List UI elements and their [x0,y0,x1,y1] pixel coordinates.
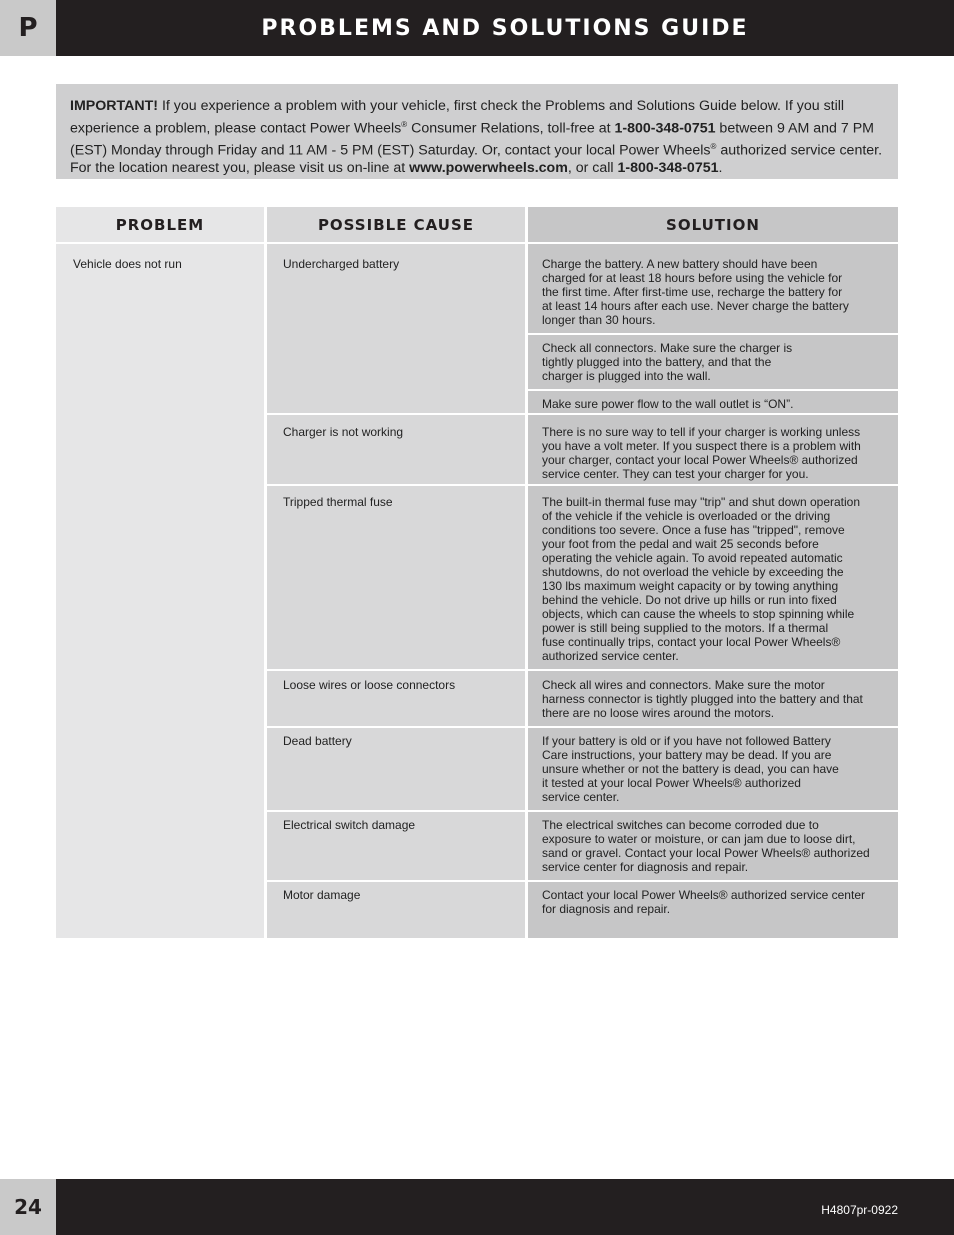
solution-line: it tested at your local Power Wheels® authorized [542,776,801,790]
problem-cell: Vehicle does not run [73,257,182,271]
solution-line: tightly plugged into the battery, and that the [542,355,772,369]
header-problem: PROBLEM [56,207,264,244]
solution-line: The electrical switches can become corroded due to [542,818,819,832]
solution-line: charged for at least 18 hours before using the vehicle for [542,271,843,285]
row-divider [267,413,525,415]
section-tab [0,0,56,56]
solution-line: operating the vehicle again. To avoid repeated automatic [542,551,843,565]
solution-line: Make sure power flow to the wall outlet is “ON”. [542,397,794,411]
solution-line: there are no loose wires around the motors. [542,706,775,720]
solution-line: your charger, contact your local Power Wheels® authorized [542,453,858,467]
cause-cell: Electrical switch damage [283,818,416,832]
cause-cell: Motor damage [283,888,361,902]
solution-cell [542,888,894,916]
cause-cell: Loose wires or loose connectors [283,678,456,692]
cause-cell: Tripped thermal fuse [283,495,393,509]
solution-line: fuse continually trips, contact your local Power Wheels® [542,635,841,649]
important-notice [56,84,898,179]
notice-phone: 1-800-348-0751 [614,120,716,137]
solution-line: The built-in thermal fuse may "trip" and shut down operation [542,495,861,509]
notice-text-6: . [718,159,723,176]
solution-line: service center for diagnosis and repair. [542,860,749,874]
solution-line: 130 lbs maximum weight capacity or by towing anything [542,579,839,593]
solution-cell [542,734,894,804]
row-divider [528,413,898,415]
solution-line: authorized service center. [542,649,679,663]
notice-text-1: If you experience a problem with your vehicle, first check the Problems and Solutions Guide below. If you still experience a problem, please contact Power Wheels [70,98,845,137]
problems-table [56,207,898,938]
cause-cell: Undercharged battery [283,257,400,271]
solution-column [528,207,898,938]
row-divider [528,880,898,882]
notice-text-5: , or call [567,159,618,176]
solution-line: exposure to water or moisture, or can jam due to loose dirt, [542,832,856,846]
solution-line: power is still being supplied to the motors. If a thermal [542,621,829,635]
solution-line: your foot from the pedal and wait 25 seconds before [542,537,819,551]
header-solution: SOLUTION [528,207,898,244]
row-divider [267,484,525,486]
solution-cell [542,341,894,383]
cause-column [267,207,525,938]
row-divider [267,810,525,812]
page-number: 24 [0,1179,56,1235]
solution-line: of the vehicle if the vehicle is overloaded or the driving [542,509,831,523]
row-divider [528,810,898,812]
solution-line: charger is plugged into the wall. [542,369,711,383]
solution-line: Check all wires and connectors. Make sure the motor [542,678,825,692]
row-divider [528,333,898,335]
row-divider [267,726,525,728]
solution-line: for diagnosis and repair. [542,902,671,916]
solution-line: sand or gravel. Contact your local Power Wheels® authorized [542,846,870,860]
header-cause: POSSIBLE CAUSE [267,207,525,244]
solution-line: service center. They can test your charger for you. [542,467,809,481]
footer-bar [0,1179,954,1235]
notice-text-4: authorized service center. For the location nearest you, please visit us on-line at [70,142,883,176]
section-tab-letter: P [18,13,38,43]
row-divider [528,389,898,391]
solution-line: Care instructions, your battery may be dead. If you are [542,748,832,762]
solution-line: Contact your local Power Wheels® authorized service center [542,888,865,902]
page-title: PROBLEMS AND SOLUTIONS GUIDE [261,15,749,41]
registered-mark: ® [401,119,408,129]
solution-line: If your battery is old or if you have not followed Battery [542,734,831,748]
solution-line: objects, which can cause the wheels to stop spinning while [542,607,855,621]
row-divider [528,669,898,671]
solution-line: you have a volt meter. If you suspect there is a problem with [542,439,861,453]
solution-cell [542,678,894,720]
cause-cell: Charger is not working [283,425,404,439]
notice-text-3: between 9 AM and 7 PM (EST) Monday through Friday and 11 AM - 5 PM (EST) Saturday. Or, contact your local Power Wheels [70,120,875,159]
solution-line: longer than 30 hours. [542,313,656,327]
solution-cell [542,397,894,411]
solution-line: conditions too severe. Once a fuse has "tripped", remove [542,523,845,537]
solution-cell [542,818,894,874]
row-divider [528,726,898,728]
solution-line: harness connector is tightly plugged into the battery and that [542,692,863,706]
row-divider [528,484,898,486]
solution-cell [542,257,894,327]
solution-line: behind the vehicle. Do not drive up hills or run into fixed [542,593,837,607]
solution-line: There is no sure way to tell if your charger is working unless [542,425,861,439]
notice-phone-2: 1-800-348-0751 [617,159,719,176]
solution-line: the first time. After first-time use, recharge the battery for [542,285,843,299]
solution-cell [542,425,894,481]
solution-line: Check all connectors. Make sure the charger is [542,341,793,355]
problem-column [56,207,264,938]
row-divider [267,880,525,882]
solution-line: service center. [542,790,620,804]
notice-website: www.powerwheels.com [409,159,568,176]
solution-line: unsure whether or not the battery is dead, you can have [542,762,839,776]
row-divider [267,669,525,671]
cause-cell: Dead battery [283,734,352,748]
document-code: H4807pr-0922 [821,1203,898,1217]
solution-line: shutdowns, do not overload the vehicle by exceeding the [542,565,844,579]
solution-line: Charge the battery. A new battery should have been [542,257,818,271]
notice-label: IMPORTANT! [70,98,158,114]
registered-mark: ® [710,141,717,151]
solution-cell [542,495,894,663]
solution-line: at least 14 hours after each use. Never charge the battery [542,299,849,313]
notice-text-2: Consumer Relations, toll-free at [407,120,615,137]
